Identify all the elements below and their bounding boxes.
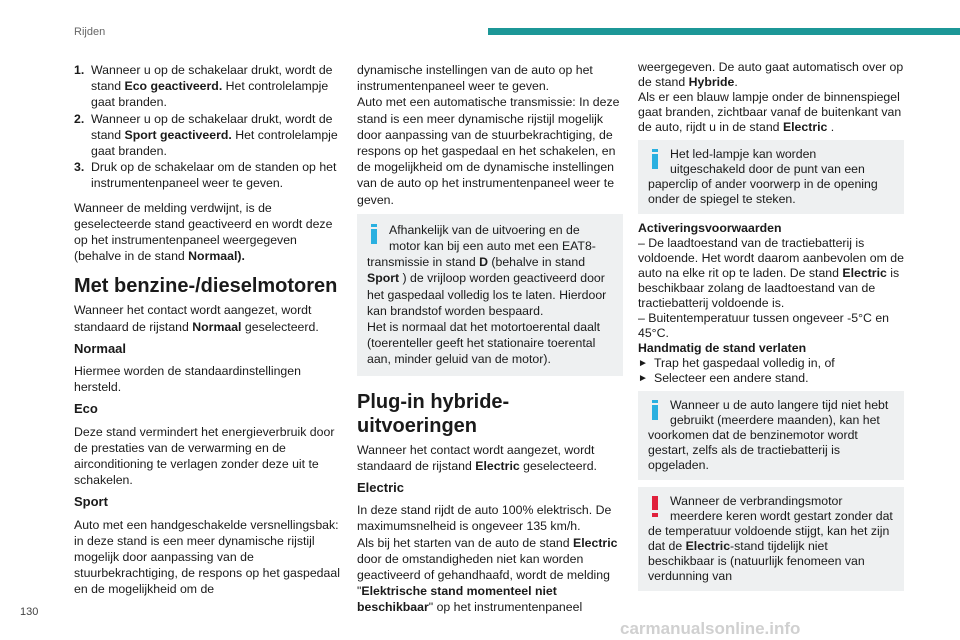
text: Wanneer het contact wordt aangezet, wordt standaard de rijstand xyxy=(357,442,595,473)
text: Het is normaal dat het motortoerental daalt (toerenteller geeft het stationaire toerental aan, minder geluid van de motor). xyxy=(367,320,601,367)
bullet-item xyxy=(638,356,904,371)
condition: – Buitentemperatuur tussen ongeveer -5°C en 45°C. xyxy=(638,311,890,340)
bold-text: Electric xyxy=(842,266,887,280)
text: . xyxy=(827,120,835,134)
paragraph xyxy=(638,60,904,90)
bold-text: Normaal). xyxy=(188,249,245,264)
header-accent-bar xyxy=(488,28,960,35)
paragraph xyxy=(74,200,340,265)
text: is beschikbaar zolang de laadtoestand van de tractiebatterij voldoende is. xyxy=(638,266,900,310)
column-1 xyxy=(74,62,340,604)
item-number: 1. xyxy=(74,63,85,77)
page-number: 130 xyxy=(20,606,39,618)
text: -stand tijdelijk niet beschikbaar is (natuurlijk fenomeen van verdunning van xyxy=(648,539,865,583)
heading-plugin: Plug-in hybride-uitvoeringen xyxy=(357,390,510,437)
text: door de omstandigheden niet kan worden geactiveerd of gehandhaafd, wordt de melding " xyxy=(357,551,610,599)
bold-text: Electric xyxy=(475,458,520,473)
text: Druk op de schakelaar om de standen op het instrumentenpaneel weer te geven. xyxy=(91,160,337,191)
paragraph: Auto met een handgeschakelde versnellingsbak: in deze stand is een meer dynamische rijstijl mogelijk door aanpassing van de stuurbekrachtiging, de respons op het gaspedaal en de mogelijkheid om de xyxy=(74,517,340,597)
text: Als er een blauw lampje onder de binnenspiegel gaat branden, zichtbaar vanaf de buitenkant van de auto, rijdt u in de stand xyxy=(638,90,902,134)
info-icon xyxy=(648,149,662,173)
heading-benzine: Met benzine-/dieselmotoren xyxy=(74,275,338,298)
bold-text: Sport geactiveerd. xyxy=(124,127,232,142)
column-2 xyxy=(357,62,623,622)
paragraph xyxy=(357,535,623,616)
warning-icon xyxy=(648,496,662,520)
watermark: carmanualsonline.info xyxy=(620,619,801,638)
arrow-bullet-icon: ► xyxy=(638,373,648,384)
text: Wanneer u op de schakelaar drukt, wordt de stand xyxy=(91,63,333,94)
text: Het controlelampje gaat branden. xyxy=(91,79,329,110)
paragraph xyxy=(74,302,340,334)
list-item xyxy=(74,111,340,160)
section-title: Rijden xyxy=(74,26,106,38)
subheading-verlaten: Handmatig de stand verlaten xyxy=(638,341,807,355)
text: Afhankelijk van de uitvoering en de motor kan bij een auto met een EAT8-transmissie in stand xyxy=(367,222,596,270)
text: Als bij het starten van de auto de stand xyxy=(357,535,574,550)
item-number: 3. xyxy=(74,160,85,175)
text: weergegeven. De auto gaat automatisch over op de stand xyxy=(638,60,904,89)
paragraph: dynamische instellingen van de auto op het instrumentenpaneel weer te geven. xyxy=(357,63,593,94)
paragraph: In deze stand rijdt de auto 100% elektrisch. De maximumsnelheid is ongeveer 135 km/h. xyxy=(357,503,612,534)
bold-text: D xyxy=(479,255,488,270)
info-icon xyxy=(367,224,381,248)
text: geselecteerd. xyxy=(519,458,597,473)
text: Wanneer u op de schakelaar drukt, wordt de stand xyxy=(91,111,333,142)
paragraph xyxy=(357,442,623,474)
bold-text: Hybride xyxy=(688,75,735,89)
bold-text: Elektrische stand momenteel niet beschikbaar xyxy=(357,584,557,615)
text: Wanneer u de auto langere tijd niet hebt gebruikt (meerdere maanden), kan het voorkomen dat de benzinemotor wordt gestart, zelfs als de tractiebatterij is opgeladen. xyxy=(648,398,889,472)
bullet-item xyxy=(638,371,904,386)
text: – De laadtoestand van de tractiebatterij is voldoende. Het wordt daarom aanbevolen om de auto na elke rit op te laden. De stand xyxy=(638,236,904,280)
text: Selecteer een andere stand. xyxy=(654,371,809,385)
subheading-activering: Activeringsvoorwaarden xyxy=(638,221,782,235)
subheading-electric: Electric xyxy=(357,480,404,496)
warning-box xyxy=(638,487,904,591)
subheading-normaal: Normaal xyxy=(74,340,127,356)
item-number: 2. xyxy=(74,111,85,126)
text: (behalve in stand xyxy=(487,255,586,270)
text: Trap het gaspedaal volledig in, of xyxy=(654,356,835,370)
text: Het led-lampje kan worden uitgeschakeld door de punt van een paperclip of ander voorwerp in de opening onder de spiegel te steken. xyxy=(648,147,878,206)
text: Het controlelampje gaat branden. xyxy=(91,127,338,159)
arrow-bullet-icon: ► xyxy=(638,358,648,369)
bold-text: Normaal xyxy=(192,319,242,334)
steps-list xyxy=(74,62,340,192)
paragraph: Hiermee worden de standaardinstellingen hersteld. xyxy=(74,364,301,395)
text: ) de vrijloop worden geactiveerd door het gaspedaal volledig los te laten. Hierdoor kan brandstof worden bespaard. xyxy=(367,271,607,318)
bold-text: Electric xyxy=(573,535,618,550)
bold-text: Electric xyxy=(782,120,828,134)
bold-text: Eco geactiveerd. xyxy=(124,79,223,94)
text: Wanneer de melding verdwijnt, is de geselecteerde stand geactiveerd en wordt deze op het instrumentenpaneel weergegeven (behalve in de stand xyxy=(74,200,333,264)
info-box xyxy=(638,391,904,480)
bold-text: Electric xyxy=(685,539,731,553)
text: Wanneer de verbrandingsmotor meerdere keren wordt gestart zonder dat de temperatuur voldoende stijgt, kan het zijn dat de xyxy=(648,494,893,553)
list-item xyxy=(74,159,340,191)
paragraph: Deze stand vermindert het energieverbruik door de prestaties van de verwarming en de airconditioning te verlagen zonder deze uit te schakelen. xyxy=(74,424,335,488)
text: . xyxy=(734,75,738,89)
text: " op het instrumentenpaneel xyxy=(428,600,583,615)
info-box xyxy=(357,214,623,376)
list-item xyxy=(74,62,340,111)
info-box xyxy=(638,140,904,214)
text: Wanneer het contact wordt aangezet, wordt standaard de rijstand xyxy=(74,303,312,334)
paragraph xyxy=(638,90,904,135)
subheading-eco: Eco xyxy=(74,401,98,417)
column-3 xyxy=(638,60,904,598)
condition xyxy=(638,236,904,311)
paragraph: Auto met een automatische transmissie: In deze stand is een meer dynamische rijstijl mogelijk door aanpassing van de stuurbekrachtiging, de respons op het gaspedaal en het schakelen, en de mogelijkheid om de dynamische instellingen van de auto op het instrumentenpaneel weer te geven. xyxy=(357,95,620,207)
text: geselecteerd. xyxy=(241,319,319,334)
bold-text: Sport xyxy=(367,271,400,286)
subheading-sport: Sport xyxy=(74,494,108,510)
info-icon xyxy=(648,400,662,424)
